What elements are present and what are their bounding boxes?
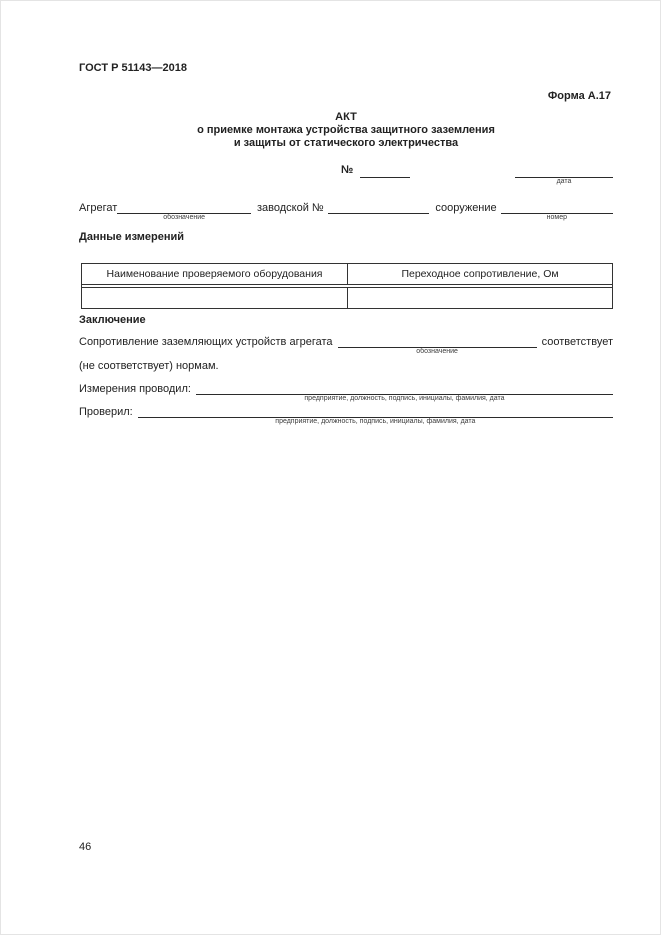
measured-by-blank — [196, 381, 613, 402]
measured-by-row — [79, 382, 613, 402]
standard-number: ГОСТ Р 51143—2018 — [79, 62, 187, 74]
date-field — [515, 164, 613, 185]
checked-by-label: Проверил: — [79, 406, 133, 418]
title-line-2: о приемке монтажа устройства защитного заземления — [197, 124, 495, 136]
conclusion-sentence-start: Сопротивление заземляющих устройств агрегата — [79, 336, 333, 348]
checked-by-caption: предприятие, должность, подпись, инициалы, фамилия, дата — [275, 418, 476, 425]
conclusion-sentence-row — [79, 335, 613, 355]
conclusion-sentence-end: соответствует — [541, 336, 613, 348]
factory-number-blank — [328, 200, 430, 214]
aggregate-blank — [117, 200, 251, 221]
structure-blank — [501, 200, 613, 221]
document-number-label: № — [341, 164, 354, 176]
factory-number-label: заводской № — [257, 202, 324, 214]
table-cell-equipment — [82, 288, 348, 308]
form-reference: Форма А.17 — [547, 90, 611, 102]
structure-caption: номер — [546, 214, 567, 221]
document-title — [79, 111, 613, 150]
structure-label: сооружение — [435, 202, 497, 214]
table-cell-resistance — [348, 288, 612, 308]
checked-by-row — [79, 405, 613, 425]
table-row — [82, 288, 612, 308]
document-number-blank — [360, 164, 410, 178]
table-header-resistance: Переходное сопротивление, Ом — [401, 268, 559, 280]
aggregate-row — [79, 201, 613, 221]
measured-by-caption: предприятие, должность, подпись, инициалы, фамилия, дата — [304, 395, 505, 402]
aggregate-caption: обозначение — [163, 214, 206, 221]
conclusion-heading: Заключение — [79, 314, 146, 326]
number-date-row — [79, 164, 613, 186]
date-caption: дата — [556, 178, 572, 185]
conclusion-blank-caption: обозначение — [416, 348, 458, 355]
aggregate-label: Агрегат — [79, 202, 118, 214]
conclusion-blank — [338, 334, 537, 355]
measurements-table — [81, 263, 613, 309]
table-header-row — [82, 264, 612, 285]
table-header-equipment: Наименование проверяемого оборудования — [82, 264, 348, 284]
measured-by-label: Измерения проводил: — [79, 383, 191, 395]
measurements-heading: Данные измерений — [79, 231, 185, 243]
page-number: 46 — [79, 841, 92, 853]
title-line-1: АКТ — [335, 111, 357, 123]
conclusion-line-2: (не соответствует) нормам. — [79, 360, 219, 372]
title-line-3: и защиты от статического электричества — [233, 137, 459, 149]
checked-by-blank — [138, 404, 613, 425]
